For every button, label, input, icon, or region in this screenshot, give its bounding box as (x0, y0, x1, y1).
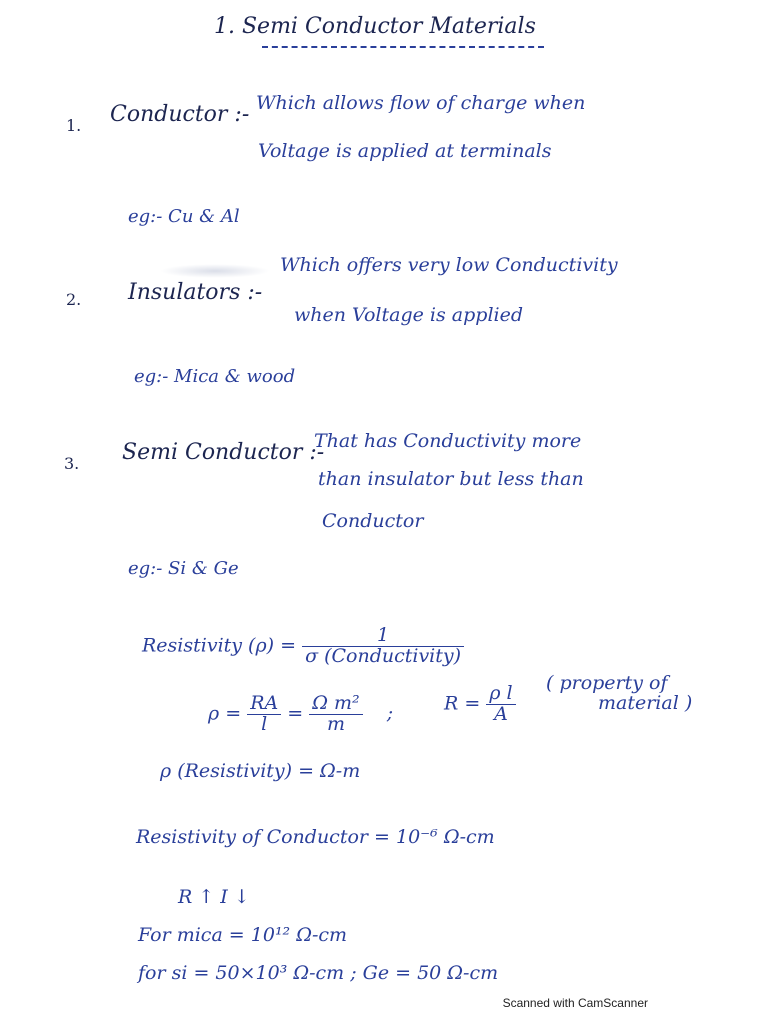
unit-fraction (309, 694, 362, 735)
section-2-definition-line1: Which offers very low Conductivity (280, 254, 618, 276)
section-3-definition-line3: Conductor (322, 510, 424, 532)
property-note-line1: ( property of (546, 672, 668, 694)
resistivity-fraction (302, 626, 464, 667)
section-1-heading: Conductor :- (110, 102, 250, 127)
section-2-definition-line2: when Voltage is applied (294, 304, 524, 326)
mica-resistivity: For mica = 10¹² Ω-cm (138, 924, 348, 946)
r-numerator: ρ l (486, 684, 515, 705)
section-3-definition-line2: than insulator but less than (318, 468, 584, 490)
title-underline (262, 46, 544, 48)
section-3-heading: Semi Conductor :- (122, 440, 325, 465)
r-fraction (486, 684, 515, 725)
resistivity-numerator: 1 (302, 626, 464, 647)
section-2-example: eg:- Mica & wood (134, 366, 296, 387)
section-2-heading: Insulators :- (128, 280, 263, 305)
unit-equals: = (287, 702, 304, 725)
unit-numerator: Ω m² (309, 694, 362, 715)
section-3-definition-line1: That has Conductivity more (314, 430, 582, 452)
resistivity-denominator: σ (Conductivity) (305, 644, 462, 667)
resistivity-lhs: Resistivity (ρ) = (142, 634, 297, 657)
ink-smudge (160, 264, 270, 278)
section-3-example: eg:- Si & Ge (128, 558, 239, 579)
rho-formula (208, 694, 393, 735)
scanner-watermark: Scanned with CamScanner (502, 996, 648, 1010)
section-1-example: eg:- Cu & Al (128, 206, 240, 227)
resistivity-formula (142, 626, 464, 667)
formula-separator: ; (386, 702, 394, 725)
r-lhs: R = (444, 692, 481, 715)
rho-lhs: ρ = (208, 702, 242, 725)
conductor-resistivity: Resistivity of Conductor = 10⁻⁶ Ω-cm (136, 826, 495, 848)
resistance-current-relation: R ↑ I ↓ (178, 886, 250, 908)
rho-numerator: RA (247, 694, 281, 715)
section-1-definition-line1: Which allows flow of charge when (256, 92, 586, 114)
rho-fraction (247, 694, 281, 735)
rho-denominator: l (261, 712, 268, 735)
section-1-number: 1. (66, 116, 82, 135)
section-2-number: 2. (66, 290, 82, 309)
si-ge-resistivity: for si = 50×10³ Ω-cm ; Ge = 50 Ω-cm (138, 962, 499, 984)
resistance-formula (444, 684, 516, 725)
rho-unit: ρ (Resistivity) = Ω-m (160, 760, 361, 782)
section-3-number: 3. (64, 454, 80, 473)
unit-denominator: m (326, 712, 345, 735)
r-denominator: A (494, 702, 508, 725)
property-note-line2: material ) (598, 692, 693, 714)
section-1-definition-line2: Voltage is applied at terminals (258, 140, 552, 162)
page-title: 1. Semi Conductor Materials (214, 14, 536, 39)
